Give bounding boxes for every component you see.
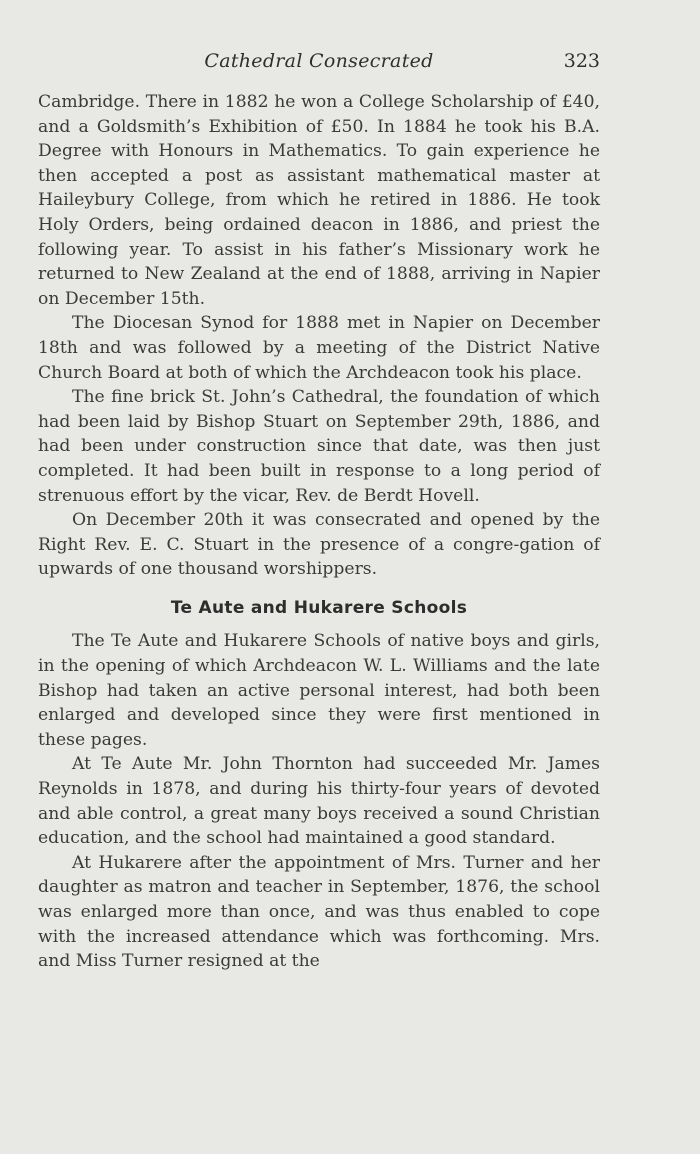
page-number: 323 <box>563 50 600 72</box>
paragraph-cathedral: The fine brick St. John’s Cathedral, the foundation of which had been laid by Bishop Stuart on September 29th, 1886, and had been under construction since that date, was then just completed. It had been built in response to a long period of strenuous effort by the vicar, Rev. de Berdt Hovell. <box>38 387 600 506</box>
running-head <box>38 50 600 78</box>
paragraph-te-aute: At Te Aute Mr. John Thornton had succeeded Mr. James Reynolds in 1878, and during his thirty-four years of devoted and able control, a great many boys received a sound Christian education, and the school had maintained a good standard. <box>38 754 600 849</box>
paragraph-synod: The Diocesan Synod for 1888 met in Napier on December 18th and was followed by a meeting of the District Native Church Board at both of which the Archdeacon took his place. <box>38 313 600 383</box>
section-heading: Te Aute and Hukarere Schools <box>170 597 468 618</box>
paragraph-hukarere: At Hukarere after the appointment of Mrs. Turner and her daughter as matron and teacher in September, 1876, the school was enlarged more than once, and was thus enabled to cope with the increased attendance which was forthcoming. Mrs. and Miss Turner resigned at the <box>38 852 600 972</box>
paragraph-continuation: Cambridge. There in 1882 he won a College Scholarship of £40, and a Goldsmith’s Exhibition of £50. In 1884 he took his B.A. Degree with Honours in Mathematics. To gain experience he then accepted a post as assistant mathematical master at Haileybury College, from which he retired in 1886. He took Holy Orders, being ordained deacon in 1886, and priest the following year. To assist in his father’s Missionary work he returned to New Zealand at the end of 1888, arriving in Napier on December 15th. <box>38 92 600 309</box>
running-title: Cathedral Consecrated <box>204 50 434 72</box>
paragraph-consecration: On December 20th it was consecrated and opened by the Right Rev. E. C. Stuart in the presence of a congre-gation of upwards of one thousand worshippers. <box>38 510 600 580</box>
body-text <box>38 90 600 974</box>
paragraph-schools: The Te Aute and Hukarere Schools of native boys and girls, in the opening of which Archdeacon W. L. Williams and the late Bishop had taken an active personal interest, had both been enlarged and developed since they were first mentioned in these pages. <box>38 631 600 750</box>
